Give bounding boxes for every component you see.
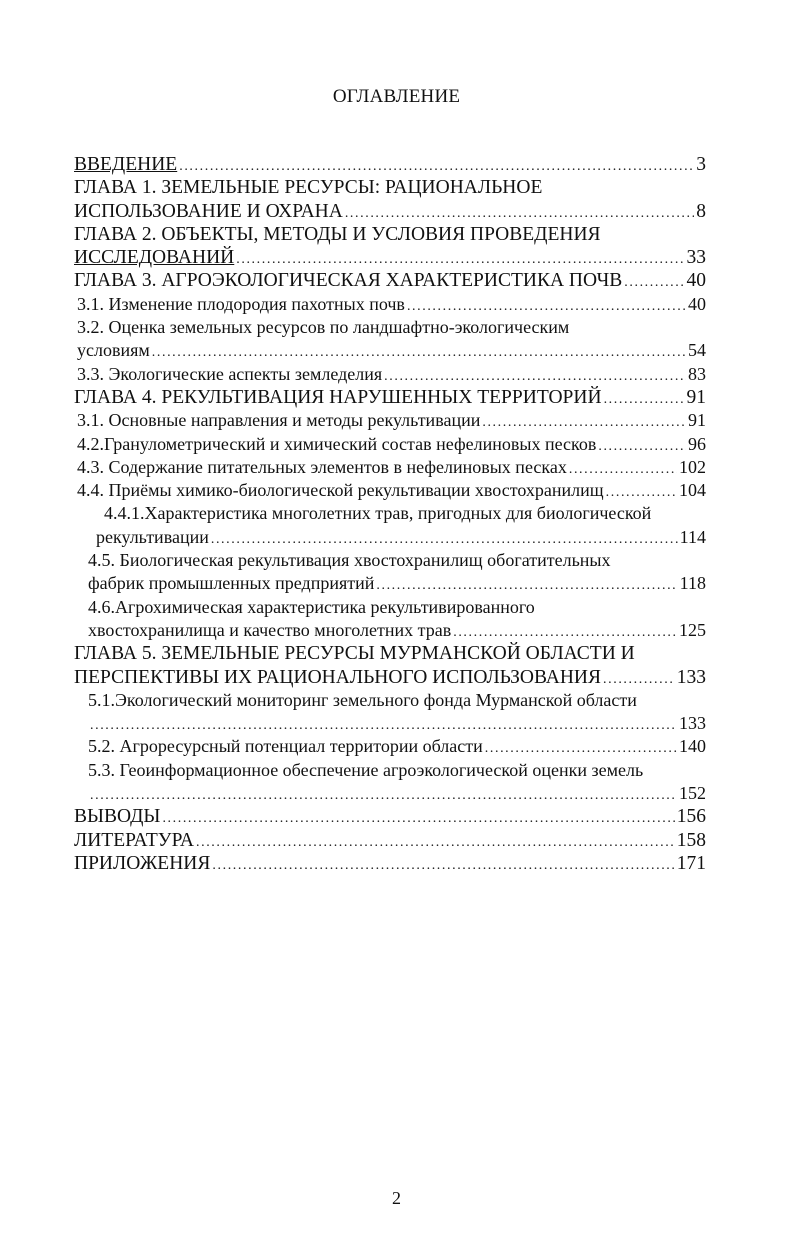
toc-entry-section-3-3[interactable] bbox=[74, 364, 706, 387]
toc-entry-appendices[interactable] bbox=[74, 853, 706, 876]
toc-entry-text: ИСПОЛЬЗОВАНИЕ И ОХРАНА bbox=[74, 200, 343, 222]
toc-entry-section-4-3[interactable] bbox=[74, 457, 706, 480]
toc-page-number: 96 bbox=[688, 433, 706, 454]
toc-page-number: 3 bbox=[696, 154, 706, 175]
toc-page-number: 33 bbox=[686, 247, 706, 269]
toc-leader bbox=[162, 811, 674, 827]
toc-entry-text: 4.4.1.Характеристика многолетних трав, пригодных для биологической bbox=[104, 503, 652, 524]
toc-page-number: 104 bbox=[679, 480, 706, 501]
toc-entry-text: 4.6.Агрохимическая характеристика рекультивированного bbox=[88, 596, 535, 617]
toc-entry-section-3-2-cont[interactable] bbox=[74, 340, 706, 363]
toc-entry-text: 5.3. Геоинформационное обеспечение агроэкологической оценки земель bbox=[88, 759, 644, 780]
toc-entry-text: ВЫВОДЫ bbox=[74, 806, 161, 828]
toc-page-number: 171 bbox=[676, 852, 706, 874]
toc-entry-chapter-1[interactable] bbox=[74, 177, 706, 200]
toc-leader bbox=[376, 578, 677, 594]
toc-entry-text: 4.2.Гранулометрический и химический состав нефелиновых песков bbox=[77, 433, 597, 454]
toc-entry-conclusions[interactable] bbox=[74, 806, 706, 829]
toc-entry-chapter-1-cont[interactable] bbox=[74, 201, 706, 224]
toc-page-number: 40 bbox=[688, 293, 706, 314]
toc-entry-literature[interactable] bbox=[74, 830, 706, 853]
toc-entry-section-4-4-1-cont[interactable] bbox=[74, 527, 706, 550]
toc-leader bbox=[485, 741, 677, 757]
toc-entry-text: 3.1. Изменение плодородия пахотных почв bbox=[77, 293, 405, 314]
toc-entry-section-4-1[interactable] bbox=[74, 410, 706, 433]
toc-entry-section-3-1[interactable] bbox=[74, 294, 706, 317]
toc-entry-text: 3.3. Экологические аспекты земледелия bbox=[77, 363, 383, 384]
toc-entry-chapter-5[interactable] bbox=[74, 643, 706, 666]
toc-entry-text: ЛИТЕРАТУРА bbox=[74, 829, 194, 851]
toc-entry-text: ПРИЛОЖЕНИЯ bbox=[74, 852, 211, 874]
toc-page-number: 114 bbox=[679, 526, 706, 547]
toc-leader bbox=[604, 392, 685, 408]
toc-entry-section-4-6-cont[interactable] bbox=[74, 620, 706, 643]
toc-entry-text: ИССЛЕДОВАНИЙ bbox=[74, 247, 235, 269]
page-number: 2 bbox=[392, 1188, 401, 1208]
toc-entry-text: ГЛАВА 3. АГРОЭКОЛОГИЧЕСКАЯ ХАРАКТЕРИСТИКА ПОЧВ bbox=[74, 270, 623, 292]
toc-leader bbox=[90, 788, 677, 804]
toc-leader bbox=[603, 672, 675, 688]
toc-entry-text: ГЛАВА 1. ЗЕМЕЛЬНЫЕ РЕСУРСЫ: РАЦИОНАЛЬНОЕ bbox=[74, 177, 543, 199]
toc-entry-section-4-6[interactable] bbox=[74, 597, 706, 620]
toc-entry-chapter-5-cont[interactable] bbox=[74, 667, 706, 690]
toc-page-number: 91 bbox=[688, 410, 706, 431]
toc-entry-section-5-1[interactable] bbox=[74, 690, 706, 713]
toc-leader bbox=[345, 206, 694, 222]
toc-page-number: 133 bbox=[676, 666, 706, 688]
toc-page-number: 8 bbox=[696, 200, 706, 222]
toc-entry-text: рекультивации bbox=[96, 526, 209, 547]
toc-leader bbox=[236, 252, 684, 268]
table-of-contents bbox=[74, 154, 706, 876]
toc-leader bbox=[211, 532, 678, 548]
toc-leader bbox=[179, 159, 694, 175]
toc-page-number: 152 bbox=[679, 783, 706, 804]
toc-page-number: 102 bbox=[679, 456, 706, 477]
toc-page-number: 140 bbox=[679, 736, 706, 757]
toc-page-number: 158 bbox=[676, 829, 706, 851]
toc-entry-section-5-1-cont[interactable] bbox=[74, 713, 706, 736]
toc-entry-introduction[interactable] bbox=[74, 154, 706, 177]
toc-leader bbox=[598, 439, 686, 455]
toc-page-number: 91 bbox=[686, 386, 706, 408]
toc-page-number: 83 bbox=[688, 363, 706, 384]
toc-entry-chapter-4[interactable] bbox=[74, 387, 706, 410]
toc-page-number: 133 bbox=[679, 713, 706, 734]
toc-page-number: 125 bbox=[679, 619, 706, 640]
toc-page-number: 118 bbox=[679, 573, 706, 594]
toc-leader bbox=[90, 718, 677, 734]
toc-entry-text: 3.2. Оценка земельных ресурсов по ландшафтно-экологическим bbox=[77, 317, 570, 338]
toc-leader bbox=[624, 275, 684, 291]
toc-entry-section-4-5[interactable] bbox=[74, 550, 706, 573]
toc-leader bbox=[152, 345, 686, 361]
toc-entry-chapter-3[interactable] bbox=[74, 270, 706, 293]
page-title: ОГЛАВЛЕНИЕ bbox=[332, 86, 461, 107]
toc-leader bbox=[606, 485, 677, 501]
toc-entry-section-5-3[interactable] bbox=[74, 760, 706, 783]
toc-leader bbox=[384, 369, 686, 385]
toc-entry-section-4-4[interactable] bbox=[74, 480, 706, 503]
toc-entry-text: 5.2. Агроресурсный потенциал территории области bbox=[88, 736, 483, 757]
toc-entry-section-3-2[interactable] bbox=[74, 317, 706, 340]
toc-leader bbox=[407, 299, 686, 315]
toc-entry-text: ГЛАВА 5. ЗЕМЕЛЬНЫЕ РЕСУРСЫ МУРМАНСКОЙ ОБЛАСТИ И bbox=[74, 643, 635, 665]
toc-entry-text: ГЛАВА 2. ОБЪЕКТЫ, МЕТОДЫ И УСЛОВИЯ ПРОВЕДЕНИЯ bbox=[74, 223, 601, 245]
toc-entry-text: условиям bbox=[77, 340, 150, 361]
toc-entry-text: 4.5. Биологическая рекультивация хвостохранилищ обогатительных bbox=[88, 550, 611, 571]
toc-leader bbox=[569, 462, 677, 478]
toc-leader bbox=[196, 835, 675, 851]
toc-leader bbox=[212, 858, 674, 874]
toc-leader bbox=[482, 415, 686, 431]
toc-entry-text: ГЛАВА 4. РЕКУЛЬТИВАЦИЯ НАРУШЕННЫХ ТЕРРИТОРИЙ bbox=[74, 386, 602, 408]
toc-entry-section-4-5-cont[interactable] bbox=[74, 573, 706, 596]
toc-page-number: 54 bbox=[688, 340, 706, 361]
toc-entry-text: фабрик промышленных предприятий bbox=[88, 573, 375, 594]
toc-page-number: 156 bbox=[676, 806, 706, 828]
toc-entry-section-5-3-cont[interactable] bbox=[74, 783, 706, 806]
toc-entry-text: 4.4. Приёмы химико-биологической рекультивации хвостохранилищ bbox=[77, 480, 604, 501]
toc-entry-text: 4.3. Содержание питательных элементов в нефелиновых песках bbox=[77, 456, 567, 477]
toc-entry-chapter-2-cont[interactable] bbox=[74, 247, 706, 270]
toc-entry-chapter-2[interactable] bbox=[74, 224, 706, 247]
toc-entry-text: 3.1. Основные направления и методы рекультивации bbox=[77, 410, 481, 431]
toc-entry-section-4-2[interactable] bbox=[74, 434, 706, 457]
toc-entry-text: хвостохранилища и качество многолетних трав bbox=[88, 619, 452, 640]
toc-page-number: 40 bbox=[686, 270, 706, 292]
toc-entry-text: ВВЕДЕНИЕ bbox=[74, 154, 178, 175]
toc-leader bbox=[453, 625, 677, 641]
toc-entry-text: ПЕРСПЕКТИВЫ ИХ РАЦИОНАЛЬНОГО ИСПОЛЬЗОВАНИЯ bbox=[74, 666, 602, 688]
toc-entry-section-5-2[interactable] bbox=[74, 736, 706, 759]
toc-entry-section-4-4-1[interactable] bbox=[74, 503, 706, 526]
toc-entry-text: 5.1.Экологический мониторинг земельного фонда Мурманской области bbox=[88, 689, 637, 710]
